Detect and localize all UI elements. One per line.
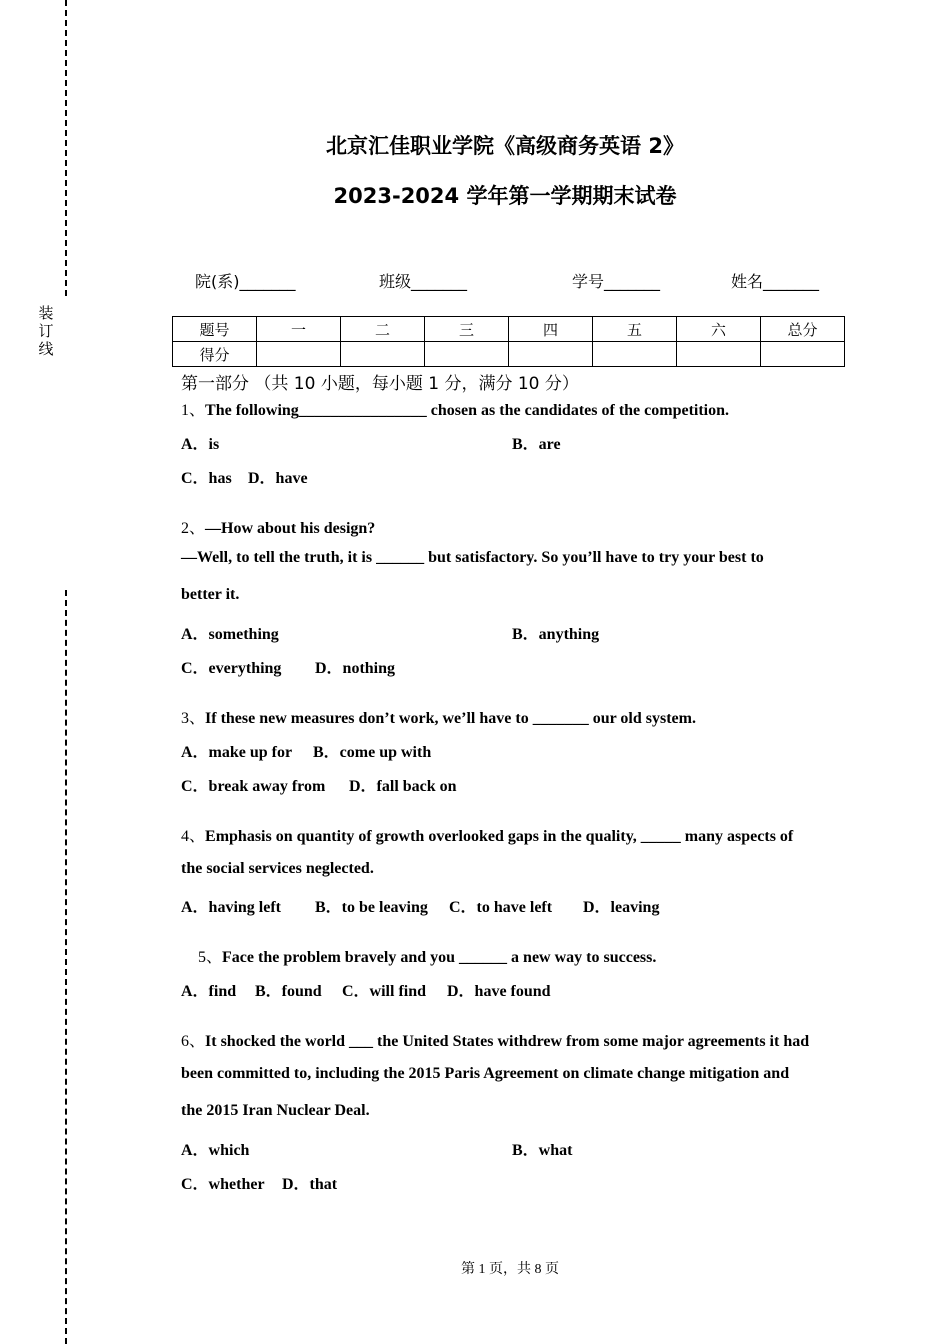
option-c: C．break away from [181, 778, 326, 795]
option-a: A．find [181, 983, 237, 1000]
table-cell: 总分 [761, 317, 845, 342]
option-d: D．that [282, 1176, 338, 1193]
section-heading: 第一部分 （共 10 小题，每小题 1 分，满分 10 分） [181, 374, 579, 394]
question-text-line: the social services neglected. [181, 860, 374, 877]
score-cell[interactable] [593, 342, 677, 367]
option-a: A．something [181, 626, 279, 643]
question-4 [181, 823, 793, 846]
question-number: 3、 [181, 710, 206, 727]
binding-char: 订 [38, 322, 54, 340]
question-text-line: —Well, to tell the truth, it is ______ but satisfactory. So you’ll have to try your best to [181, 549, 764, 566]
option-b: B．anything [512, 626, 600, 643]
table-cell: 六 [677, 317, 761, 342]
table-cell: 得分 [173, 342, 257, 367]
table-cell: 一 [257, 317, 341, 342]
question-text: Emphasis on quantity of growth overlooked gaps in the quality, _____ many aspects of [205, 828, 794, 845]
question-number: 5、 [198, 949, 223, 966]
option-a: A．which [181, 1142, 250, 1159]
table-cell: 二 [341, 317, 425, 342]
question-2 [181, 515, 375, 538]
question-3 [181, 705, 696, 728]
option-b: B．what [512, 1142, 573, 1159]
question-5 [198, 944, 656, 967]
option-c: C．to have left [449, 899, 553, 916]
option-d: D．have [248, 470, 308, 487]
table-cell: 题号 [173, 317, 257, 342]
page-footer: 第 1 页，共 8 页 [461, 1262, 559, 1277]
question-number: 1、 [181, 402, 206, 419]
name-field: 姓名_______ [731, 272, 820, 291]
score-cell[interactable] [341, 342, 425, 367]
binding-label [37, 304, 55, 358]
option-b: B．are [512, 436, 561, 453]
option-c: C．whether [181, 1176, 265, 1193]
question-number: 4、 [181, 828, 206, 845]
score-cell[interactable] [425, 342, 509, 367]
option-b: B．come up with [313, 744, 432, 761]
option-c: C．will find [342, 983, 427, 1000]
class-field: 班级_______ [379, 272, 468, 291]
question-text: If these new measures don’t work, we’ll have to _______ our old system. [205, 710, 696, 727]
question-text: —How about his design? [205, 520, 376, 537]
binding-char: 装 [38, 304, 54, 322]
table-cell: 三 [425, 317, 509, 342]
exam-title-line2: 2023-2024 学年第一学期期末试卷 [333, 184, 677, 208]
binding-dashed-line-bottom [65, 590, 67, 1344]
option-d: D．fall back on [349, 778, 457, 795]
exam-title-line1: 北京汇佳职业学院《高级商务英语 2》 [326, 134, 684, 158]
score-table [172, 316, 845, 367]
score-cell[interactable] [677, 342, 761, 367]
option-b: B．found [255, 983, 322, 1000]
option-a: A．having left [181, 899, 282, 916]
binding-char: 线 [38, 340, 54, 358]
question-text-line: the 2015 Iran Nuclear Deal. [181, 1102, 370, 1119]
option-c: C．has [181, 470, 232, 487]
table-cell: 四 [509, 317, 593, 342]
score-cell[interactable] [509, 342, 593, 367]
option-d: D．nothing [315, 660, 396, 677]
question-1 [181, 397, 729, 420]
question-6 [181, 1028, 809, 1051]
score-cell[interactable] [257, 342, 341, 367]
option-d: D．have found [447, 983, 551, 1000]
question-number: 2、 [181, 520, 206, 537]
score-table-score-row [173, 342, 845, 367]
department-field: 院(系)_______ [195, 272, 296, 291]
option-b: B．to be leaving [315, 899, 428, 916]
option-d: D．leaving [583, 899, 660, 916]
table-cell: 五 [593, 317, 677, 342]
question-text-line: better it. [181, 586, 240, 603]
question-text: The following________________ chosen as the candidates of the competition. [205, 402, 730, 419]
question-number: 6、 [181, 1033, 206, 1050]
option-a: A．is [181, 436, 220, 453]
option-a: A．make up for [181, 744, 293, 761]
student-id-field: 学号_______ [572, 272, 661, 291]
option-c: C．everything [181, 660, 282, 677]
question-text-line: been committed to, including the 2015 Paris Agreement on climate change mitigation and [181, 1065, 790, 1082]
question-text: Face the problem bravely and you ______ a new way to success. [222, 949, 657, 966]
score-cell[interactable] [761, 342, 845, 367]
score-table-header-row [173, 317, 845, 342]
question-text: It shocked the world ___ the United States withdrew from some major agreements it had [205, 1033, 810, 1050]
